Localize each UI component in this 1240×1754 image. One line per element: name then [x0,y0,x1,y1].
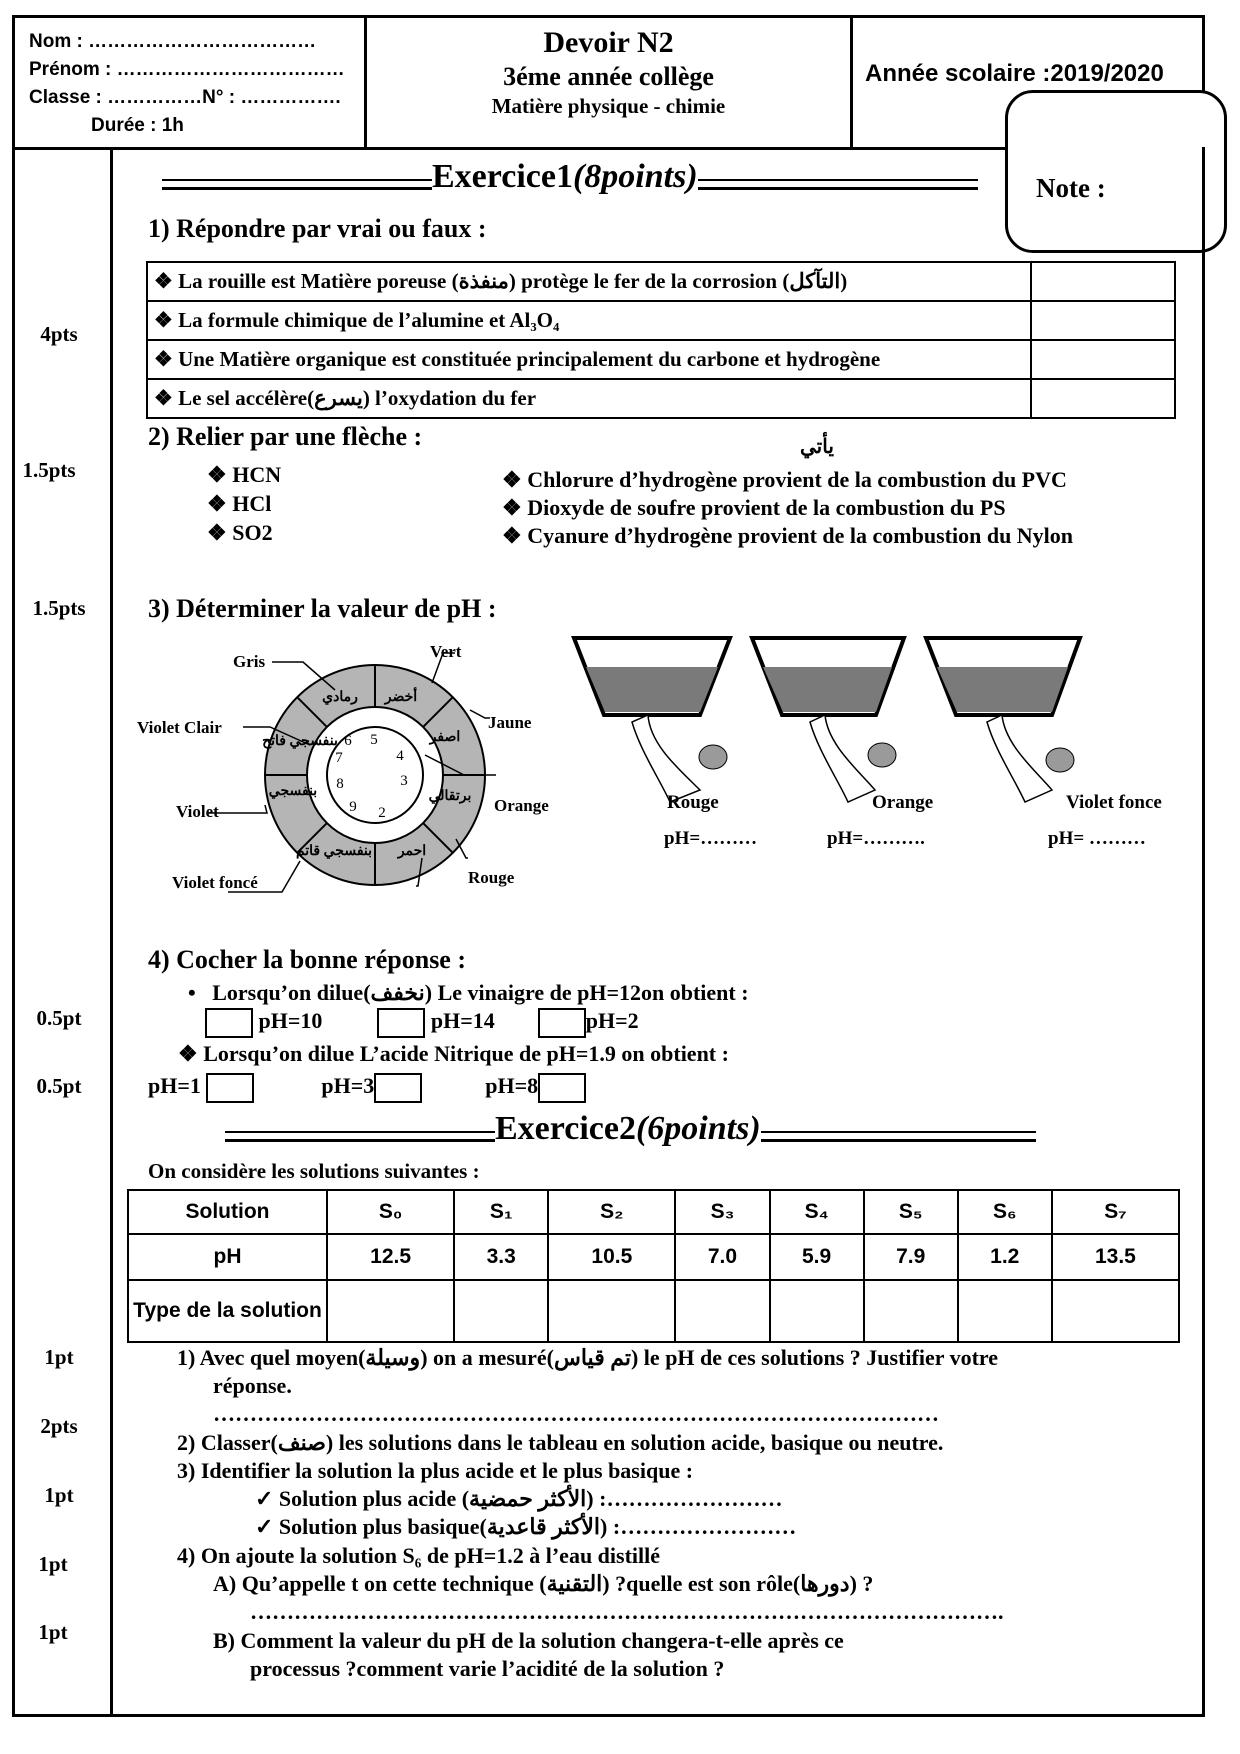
gas-list [207,460,281,547]
q3-heading: 3) Déterminer la valeur de pH : [148,594,497,623]
ex2-q4-b-line2: processus ?comment varie l’acidité de la solution ? [250,1656,725,1681]
solution-cell: S₆ [958,1190,1052,1234]
title-rule [698,179,978,190]
color-label: Violet Clair [137,718,222,737]
wheel-label: أخضر [384,690,418,705]
beaker-ph-field[interactable]: pH=………. [827,828,925,849]
checkbox[interactable] [538,1073,586,1103]
beaker-color-label: Orange [872,792,934,813]
type-cell[interactable] [548,1280,675,1342]
beakers-illustration [570,630,1190,860]
exercise1-points: (8points) [572,158,698,195]
type-cell[interactable] [864,1280,958,1342]
nom-field[interactable]: Nom : ……………………………… [29,31,317,52]
points-label: 1pt [38,1620,68,1644]
statement-cell: ❖ Le sel accélère(يسرع) l’oxydation du fer [147,379,1031,418]
option-label: pH=10 [258,1008,323,1034]
wheel-label: اصفر [429,730,461,745]
q4-a-text: Lorsqu’on dilue(نخفف) Le vinaigre de pH=12on obtient : [212,980,749,1005]
points-label: 1pt [38,1552,68,1576]
source-list [502,466,1073,550]
header-cell: Type de la solution [128,1280,327,1342]
duree-label: Durée : 1h [91,115,184,136]
q4-b-statement: ❖ Lorsqu’on dilue L’acide Nitrique de pH=1.9 on obtient : [178,1041,729,1066]
ph-cell: 3.3 [454,1234,548,1280]
margin-line [110,147,113,1717]
q4-b-options [148,1073,586,1103]
table-row [147,301,1175,340]
wheel-label: رمادي [322,690,358,705]
ph-cell: 1.2 [958,1234,1052,1280]
color-label: Jaune [488,713,532,732]
wheel-number: 2 [378,805,386,821]
gas-item[interactable]: ❖ SO2 [207,520,273,545]
q4-heading: 4) Cocher la bonne réponse : [148,945,467,974]
checkbox[interactable] [538,1008,586,1038]
source-item[interactable]: ❖ Cyanure d’hydrogène provient de la combustion du Nylon [502,523,1074,548]
table-row [128,1190,1179,1234]
page-title: Devoir N2 [543,26,674,59]
color-label: Violet foncé [172,873,258,892]
solution-cell: S₄ [770,1190,864,1234]
table-row [147,379,1175,418]
q4-a-options [205,1008,639,1038]
wheel-number: 3 [400,773,408,789]
points-label: 1.5pts [22,458,76,482]
type-cell[interactable] [454,1280,548,1342]
exercise2-title [225,1110,1036,1148]
prenom-field[interactable]: Prénom : ……………………………… [29,59,345,80]
exercise1-title [162,158,978,196]
table-row [128,1280,1179,1342]
level-label: 3éme année collège [503,62,714,91]
table-row [147,262,1175,301]
option-label: pH=3 [321,1073,375,1099]
wheel-label: احمر [397,844,427,859]
points-label: 4pts [40,322,78,346]
checkbox[interactable] [374,1073,422,1103]
points-label: 0.5pt [36,1006,82,1030]
beaker-color-label: Violet fonce [1066,792,1162,813]
ex2-q4: 4) On ajoute la solution S₆ de pH=1.2 à l’eau distillé [177,1543,661,1568]
q1-heading: 1) Répondre par vrai ou faux : [148,214,487,243]
wheel-number: 4 [396,748,404,764]
wheel-number: 5 [370,732,378,748]
solution-cell: S₂ [548,1190,675,1234]
color-label: Orange [494,796,549,815]
points-label: 1pt [44,1483,74,1507]
solution-cell: S₇ [1052,1190,1179,1234]
ph-cell: 13.5 [1052,1234,1179,1280]
points-label: 1pt [44,1345,74,1369]
classe-field[interactable]: Classe : ……………N° : ……………. [29,87,341,108]
ex2-q1-line2: réponse. [213,1373,292,1398]
ex2-q4-b-line1: B) Comment la valeur du pH de la solution changera-t-elle après ce [213,1628,844,1653]
exercise2-points: (6points) [635,1110,761,1147]
arabic-note: يأتي [800,436,834,458]
wheel-label: بنفسجي فاتح [262,734,338,749]
beaker-ph-field[interactable]: pH= ……… [1048,828,1146,849]
beaker-3 [926,638,1162,849]
ph-cell: 5.9 [770,1234,864,1280]
answer-dots[interactable]: …………………………………………………………………………………………. [250,1599,1004,1624]
ph-color-wheel [130,635,580,895]
exercise2-name: Exercice2 [495,1110,636,1147]
type-cell[interactable] [1052,1280,1179,1342]
solution-cell: S₅ [864,1190,958,1234]
option-label: pH=14 [430,1008,495,1034]
ex2-q4-a: A) Qu’appelle t on cette technique (التقنية) ?quelle est son rôle(دورها) ? [213,1571,874,1596]
checkbox[interactable] [206,1073,254,1103]
solution-cell: S₃ [675,1190,769,1234]
exercise1-name: Exercice1 [432,158,573,195]
note-label: Note : [1036,173,1106,203]
subject-label: Matière physique - chimie [491,94,726,118]
solution-cell: S₀ [327,1190,454,1234]
ph-cell: 12.5 [327,1234,454,1280]
q2-heading: 2) Relier par une flèche : [148,422,423,451]
checkbox[interactable] [377,1008,425,1038]
student-info-box [12,15,367,150]
type-cell[interactable] [675,1280,769,1342]
beaker-ph-field[interactable]: pH=……… [664,828,758,849]
ex2-q2: 2) Classer(صنف) les solutions dans le tableau en solution acide, basique ou neutre. [177,1430,944,1455]
ex2-q1-line1: 1) Avec quel moyen(وسيلة) on a mesuré(تم قياس) le pH de ces solutions ? Justifier votre [177,1345,999,1370]
wheel-number: 7 [335,750,343,766]
wheel-label: برتقالي [428,789,472,804]
ph-cell: 7.0 [675,1234,769,1280]
statement-cell: ❖ La rouille est Matière poreuse (منفذة) protège le fer de la corrosion (التآكل) [147,262,1031,301]
ex2-q3-acid[interactable]: ✓ Solution plus acide (الأكثر حمضية) :…………………… [255,1486,783,1511]
ph-cell: 7.9 [864,1234,958,1280]
beaker-color-label: Rouge [667,792,719,813]
header-cell: pH [128,1234,327,1280]
solution-cell: S₁ [454,1190,548,1234]
beaker-2 [752,638,933,849]
true-false-table [146,261,1176,419]
statement-cell: ❖ Une Matière organique est constituée principalement du carbone et hydrogène [147,340,1031,379]
title-box [364,15,853,150]
type-cell[interactable] [958,1280,1052,1342]
points-label: 0.5pt [36,1074,82,1098]
wheel-number: 9 [349,799,357,815]
color-label: Violet [176,802,219,821]
table-row [147,340,1175,379]
wheel-label: بنفسجي [268,784,318,799]
wheel-label: بنفسجي قاتم [295,844,373,859]
option-label: pH=2 [585,1008,639,1034]
wheel-number: 8 [336,776,344,792]
school-year: Année scolaire :2019/2020 [865,60,1164,87]
table-row [128,1234,1179,1280]
beaker-1 [574,638,757,849]
q4-a-statement: • Lorsqu’on dilue(نخفف) Le vinaigre de pH=12on obtient : [188,980,749,1005]
points-label: 2pts [40,1414,78,1438]
color-label: Vert [430,642,462,661]
gas-item[interactable]: ❖ HCl [207,491,272,516]
gas-item[interactable]: ❖ HCN [207,462,282,487]
ph-cell: 10.5 [548,1234,675,1280]
points-label: 1.5pts [32,596,86,620]
wheel-number: 6 [344,733,352,749]
ex2-intro: On considère les solutions suivantes : [148,1159,480,1183]
solutions-table [127,1189,1180,1343]
title-rule [225,1131,495,1142]
option-label: pH=8 [485,1073,539,1099]
ex2-q3: 3) Identifier la solution la plus acide et le plus basique : [177,1458,694,1483]
header-cell: Solution [128,1190,327,1234]
title-rule [761,1131,1036,1142]
option-label: pH=1 [148,1073,201,1099]
title-rule [162,179,432,190]
source-item[interactable]: ❖ Chlorure d’hydrogène provient de la combustion du PVC [502,467,1067,492]
statement-cell: ❖ La formule chimique de l’alumine et Al₃O₄ [147,301,1031,340]
answer-cell[interactable] [1031,301,1175,340]
source-item[interactable]: ❖ Dioxyde de soufre provient de la combustion du PS [502,495,1006,520]
answer-dots[interactable]: ……………………………………………………………………………………… [213,1401,939,1426]
checkbox[interactable] [205,1008,253,1038]
answer-cell[interactable] [1031,340,1175,379]
type-cell[interactable] [770,1280,864,1342]
color-label: Gris [233,652,266,671]
type-cell[interactable] [327,1280,454,1342]
answer-cell[interactable] [1031,262,1175,301]
color-label: Rouge [468,868,515,887]
ex2-q3-base[interactable]: ✓ Solution plus basique(الأكثر قاعدية) :…………………… [255,1514,797,1539]
answer-cell[interactable] [1031,379,1175,418]
